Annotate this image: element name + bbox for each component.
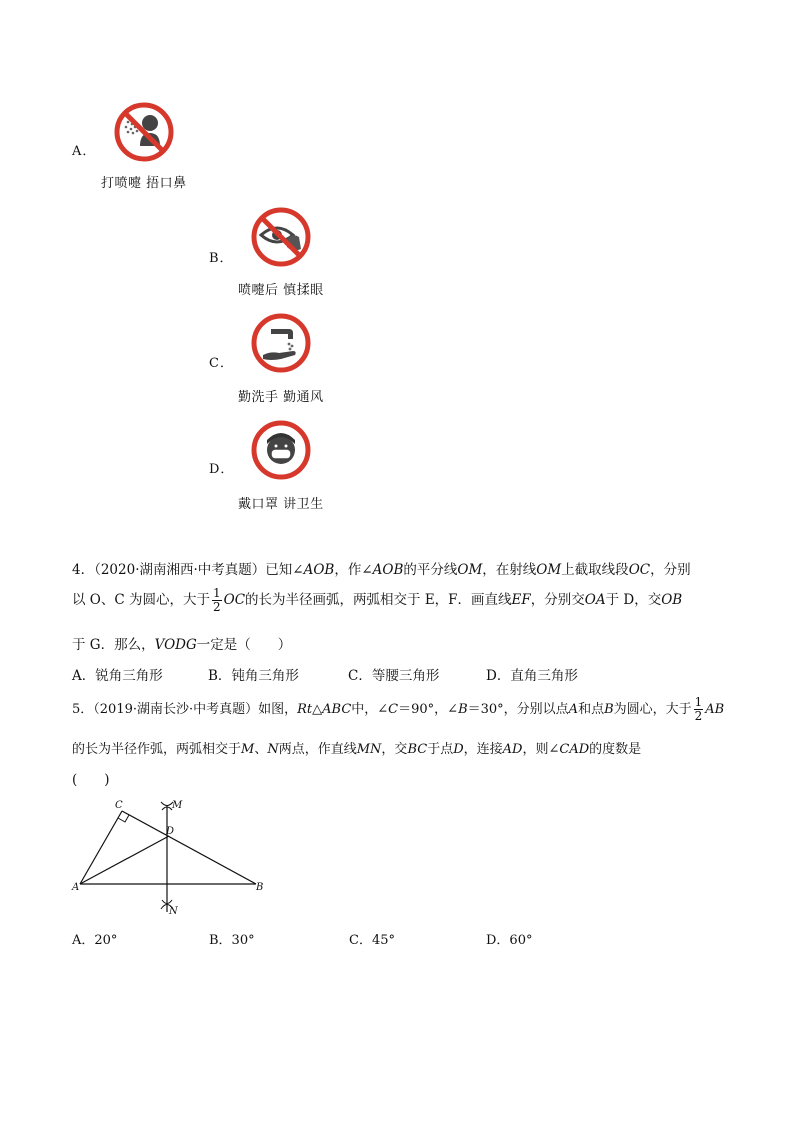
option-b-letter: B． (209, 251, 234, 266)
label-b: B (256, 882, 264, 893)
q5-text: 和点 (578, 702, 605, 717)
q5-var: AB (705, 702, 725, 717)
q5-line-3: ( ) (72, 772, 110, 788)
q5-text: ＝90°，∠ (398, 702, 459, 717)
q4-text: 的平分线 (403, 562, 458, 578)
q4-line-3 (72, 633, 291, 653)
fraction-denominator: 2 (694, 709, 703, 723)
q4-var: AOB (372, 562, 404, 578)
fraction-numerator: 1 (212, 586, 221, 600)
q4-var: OA (584, 592, 606, 608)
q5-text: ，交 (381, 742, 408, 757)
option-c-letter: C． (209, 356, 234, 371)
q5-text: 两点，作直线 (278, 742, 357, 757)
q5-text: 的长为半径作弧，两弧相交于 (72, 742, 242, 757)
q4-var: AOB (303, 562, 335, 578)
q4-text: ，作∠ (334, 562, 373, 578)
q4-choice-a[interactable]: A．锐角三角形 (72, 668, 163, 684)
q5-var: B (604, 702, 614, 717)
q4-var: OM (457, 562, 483, 578)
q5-choices (72, 929, 532, 948)
q5-text: 5．（2019·湖南长沙·中考真题）如图， (72, 702, 298, 717)
q5-var: M (241, 742, 255, 757)
q5-text: 于点 (427, 742, 454, 757)
q4-fraction (212, 587, 222, 614)
q4-var: OC (223, 592, 246, 608)
option-d-letter: D． (209, 462, 235, 477)
q5-choice-a[interactable]: A．20° (72, 933, 118, 948)
triangle-figure (66, 796, 272, 918)
option-a-caption: 打喷嚏 捂口鼻 (101, 176, 187, 191)
option-b-caption: 喷嚏后 慎揉眼 (238, 283, 324, 298)
q4-var: EF (511, 592, 531, 608)
q5-var: MN (356, 742, 382, 757)
label-d: D (166, 826, 175, 837)
q5-choice-d[interactable]: D．60° (486, 933, 533, 948)
q5-choice-c[interactable]: C．45° (349, 933, 395, 948)
q4-var: OM (536, 562, 562, 578)
q5-choice-b[interactable]: B．30° (209, 933, 255, 948)
sneeze-no-sign-icon (112, 100, 176, 164)
q4-text: 上截取线段 (561, 562, 629, 578)
q5-text: ，则∠ (522, 742, 560, 757)
label-a: A (72, 882, 80, 893)
q5-var: BC (407, 742, 428, 757)
q5-text: ＝30°，分别以点 (467, 702, 569, 717)
q5-text: 为圆心，大于 (613, 702, 692, 717)
q5-fraction (694, 696, 704, 723)
q4-text: 于 D，交 (605, 592, 662, 608)
q5-var: B (458, 702, 468, 717)
eye-rub-no-sign-icon (249, 205, 313, 269)
q5-var: C (388, 702, 399, 717)
q4-text: 以 O、C 为圆心，大于 (72, 592, 210, 608)
q4-line-1 (72, 558, 691, 578)
q4-text: 4．（2020·湖南湘西·中考真题）已知∠ (72, 562, 304, 578)
q5-var: AD (502, 742, 523, 757)
wash-hands-sign-icon (249, 311, 313, 375)
q4-text: 一定是（ ） (196, 637, 292, 653)
side-cb (122, 811, 256, 884)
q4-text: ，分别交 (530, 592, 585, 608)
option-c-caption: 勤洗手 勤通风 (238, 390, 324, 405)
q5-text: 、 (254, 742, 268, 757)
q5-text: 中，∠ (351, 702, 389, 717)
q5-var: CAD (559, 742, 590, 757)
q5-text: 的度数是 (589, 742, 642, 757)
fraction-denominator: 2 (212, 600, 221, 614)
q4-var: OB (661, 592, 683, 608)
q4-choice-c[interactable]: C．等腰三角形 (348, 668, 440, 684)
q4-text: ，在射线 (482, 562, 537, 578)
q5-line-2 (72, 738, 641, 757)
q4-text: 的长为半径画弧，两弧相交于 E，F．画直线 (245, 592, 512, 608)
label-m: M (172, 800, 183, 811)
label-n: N (169, 906, 178, 917)
q4-text: 于 G．那么， (72, 637, 155, 653)
q4-choice-b[interactable]: B．钝角三角形 (208, 668, 299, 684)
q4-choice-d[interactable]: D．直角三角形 (486, 668, 578, 684)
q4-line-2 (72, 587, 682, 614)
q4-text: ，分别 (650, 562, 691, 578)
q5-line-1 (72, 696, 724, 723)
q5-var: Rt△ABC (297, 702, 352, 717)
q5-var: D (453, 742, 464, 757)
q4-var: OC (628, 562, 651, 578)
q5-var: A (568, 702, 579, 717)
q5-text: ，连接 (463, 742, 503, 757)
option-a-letter: A． (72, 144, 97, 159)
q5-var: N (267, 742, 279, 757)
label-c: C (115, 800, 123, 811)
q4-var: VODG (154, 637, 197, 653)
q4-choices (72, 664, 578, 684)
fraction-numerator: 1 (694, 695, 703, 709)
option-d-caption: 戴口罩 讲卫生 (238, 497, 324, 512)
wear-mask-sign-icon (249, 418, 313, 482)
